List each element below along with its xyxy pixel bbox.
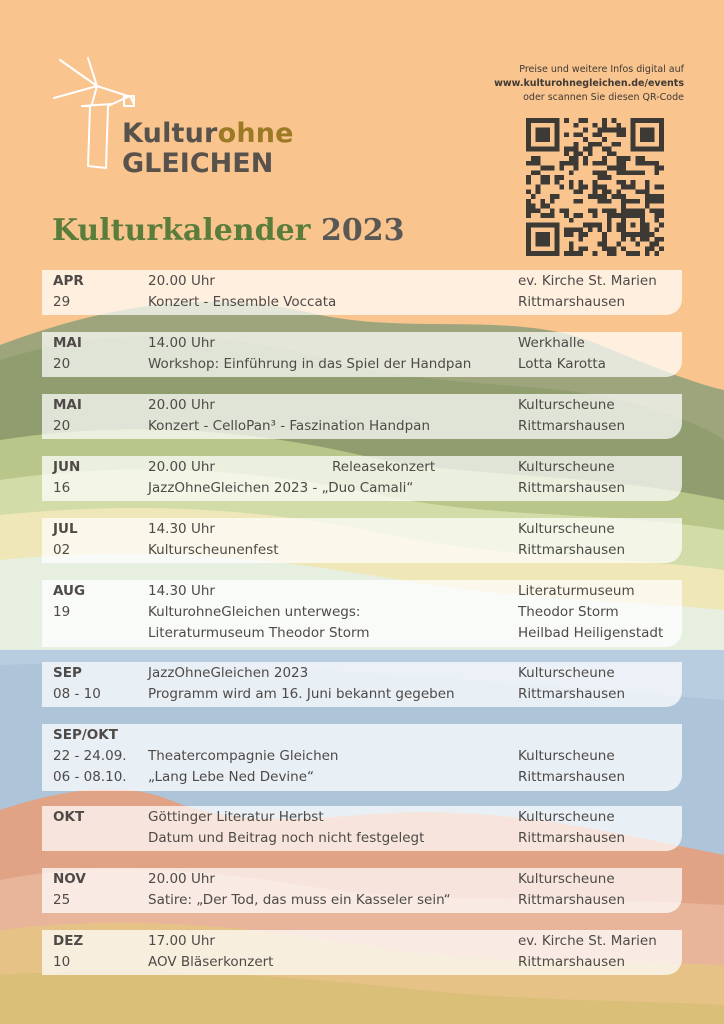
event-line1: 14.30 Uhr [148,583,215,599]
event-line2: „Lang Lebe Ned Devine“ [148,769,315,785]
event-month: APR [53,273,84,289]
event-line1: 20.00 Uhr [148,459,215,475]
event-month: SEP/OKT [53,727,118,743]
event-place2: Rittmarshausen [518,769,626,785]
logo-word-kultur: Kultur [122,118,218,149]
event-line1: 20.00 Uhr [148,397,215,413]
event-line2: Datum und Beitrag noch nicht festgelegt [148,830,425,846]
event-place1: Kulturscheune [518,871,615,887]
event-card[interactable] [42,662,682,707]
qr-code-icon[interactable] [526,118,664,256]
event-day: 19 [53,604,71,620]
event-month: JUN [53,459,81,475]
event-line2: Workshop: Einführung in das Spiel der Handpan [148,356,472,372]
event-place1: Literaturmuseum [518,583,635,599]
event-line1: 20.00 Uhr [148,273,215,289]
event-card[interactable] [42,518,682,563]
event-place3: Heilbad Heiligenstadt [518,625,664,641]
event-line2: Kulturscheunenfest [148,542,279,558]
event-month: AUG [53,583,86,599]
event-day: 16 [53,480,71,496]
event-card[interactable] [42,332,682,377]
event-day: 08 - 10 [53,686,101,702]
event-card[interactable] [42,456,682,501]
event-day: 25 [53,892,71,908]
event-line1: 20.00 Uhr [148,871,215,887]
event-line2: AOV Bläserkonzert [148,954,274,970]
event-day: 10 [53,954,71,970]
event-line2: Programm wird am 16. Juni bekannt gegeben [148,686,455,702]
event-dates: 06 - 08.10. [53,769,127,785]
event-month: SEP [53,665,82,681]
event-line1: 17.00 Uhr [148,933,215,949]
event-month: NOV [53,871,86,887]
event-dates: 22 - 24.09. [53,748,127,764]
event-line1: 14.30 Uhr [148,521,215,537]
event-place2: Rittmarshausen [518,830,626,846]
event-day: 20 [53,356,71,372]
event-place1: Kulturscheune [518,748,615,764]
event-line3: Literaturmuseum Theodor Storm [148,625,370,641]
event-month: MAI [53,397,82,413]
title-text: Kulturkalender [52,213,311,248]
event-line2: KulturohneGleichen unterwegs: [148,604,361,620]
event-place2: Theodor Storm [518,604,619,620]
event-place1: ev. Kirche St. Marien [518,273,657,289]
event-place2: Lotta Karotta [518,356,606,372]
event-card[interactable] [42,580,682,647]
event-place2: Rittmarshausen [518,686,626,702]
qr-caption-line1: Preise und weitere Infos digital auf [519,64,684,75]
event-month: JUL [53,521,78,537]
event-card[interactable] [42,394,682,439]
qr-caption [478,63,684,105]
qr-caption-line3: oder scannen Sie diesen QR-Code [523,92,684,103]
event-place1: Kulturscheune [518,459,615,475]
page-title [52,213,404,248]
event-place2: Rittmarshausen [518,294,626,310]
event-place2: Rittmarshausen [518,480,626,496]
event-place2: Rittmarshausen [518,418,626,434]
event-month: MAI [53,335,82,351]
event-place1: Kulturscheune [518,809,615,825]
event-note: Releasekonzert [332,459,436,475]
event-line2: Konzert - Ensemble Voccata [148,294,337,310]
event-card[interactable] [42,868,682,913]
event-place2: Rittmarshausen [518,954,626,970]
logo-wordmark [122,118,294,149]
event-month: OKT [53,809,85,825]
title-year: 2023 [320,213,405,248]
event-day: 02 [53,542,71,558]
event-line1: Theatercompagnie Gleichen [148,748,339,764]
event-card[interactable] [42,724,682,791]
event-card[interactable] [42,270,682,315]
event-line1: 14.00 Uhr [148,335,215,351]
event-place1: Kulturscheune [518,397,615,413]
event-place1: Kulturscheune [518,665,615,681]
event-line2: JazzOhneGleichen 2023 - „Duo Camali“ [148,480,414,496]
event-place1: Kulturscheune [518,521,615,537]
event-line2: Satire: „Der Tod, das muss ein Kasseler sein“ [148,892,451,908]
logo-word-ohne: ohne [217,118,294,149]
event-line2: Konzert - CelloPan³ - Faszination Handpan [148,418,431,434]
event-place1: Werkhalle [518,335,585,351]
event-place1: ev. Kirche St. Marien [518,933,657,949]
event-card[interactable] [42,806,682,851]
qr-caption-url[interactable]: www.kulturohnegleichen.de/events [494,78,684,89]
event-card[interactable] [42,930,682,975]
logo-word-gleichen: GLEICHEN [122,148,274,179]
event-place2: Rittmarshausen [518,892,626,908]
event-month: DEZ [53,933,84,949]
event-place2: Rittmarshausen [518,542,626,558]
event-day: 20 [53,418,71,434]
event-day: 29 [53,294,71,310]
event-line1: JazzOhneGleichen 2023 [148,665,309,681]
event-line1: Göttinger Literatur Herbst [148,809,324,825]
